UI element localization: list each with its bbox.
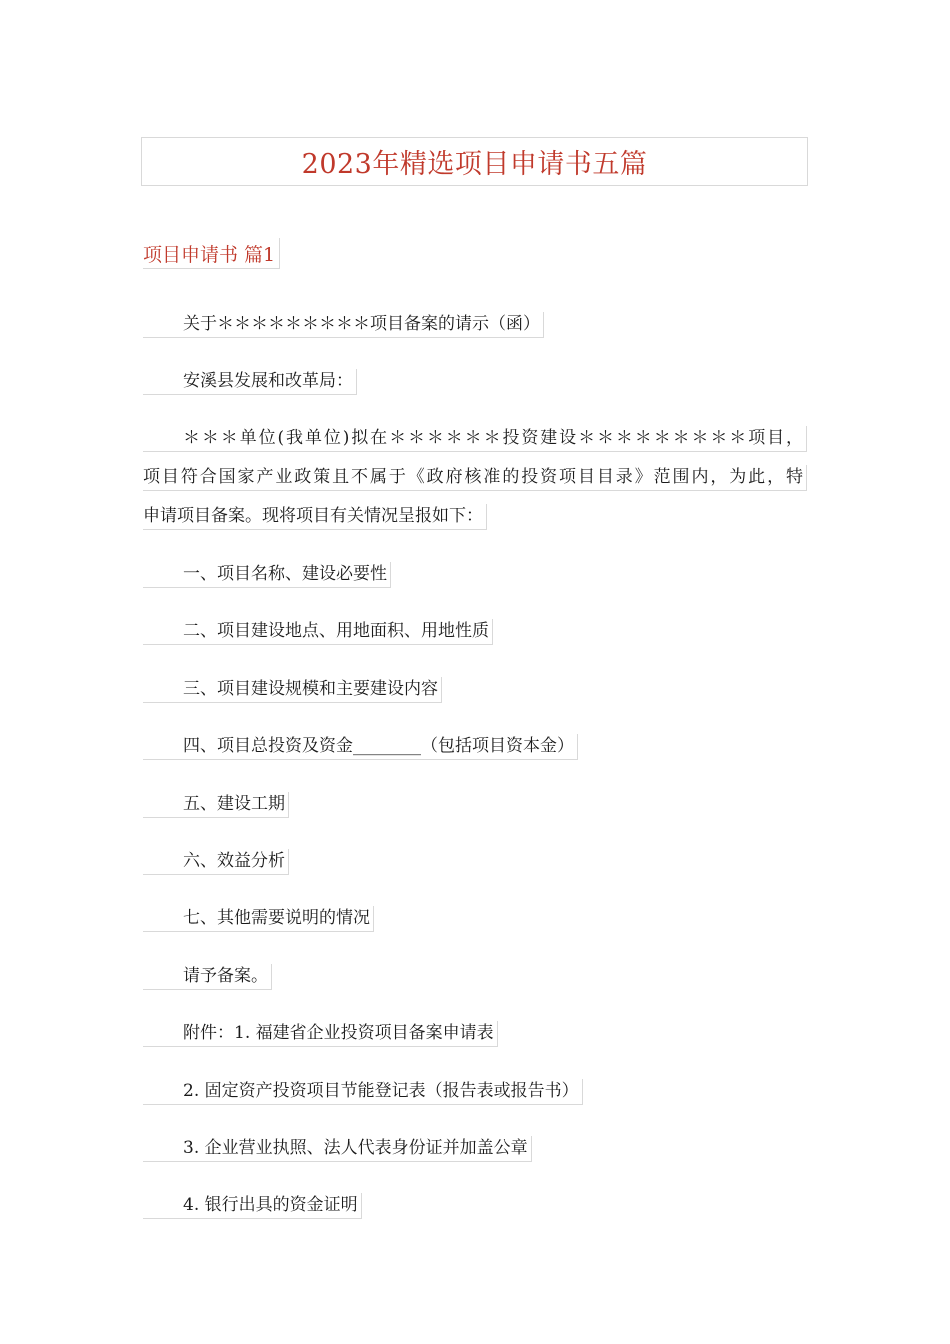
list-item-3: 三、项目建设规模和主要建设内容	[143, 677, 442, 703]
document-title: 2023年精选项目申请书五篇	[301, 149, 648, 180]
closing-line: 请予备案。	[143, 964, 272, 990]
list-item-7: 七、其他需要说明的情况	[143, 906, 374, 932]
attachment-item-2: 2. 固定资产投资项目节能登记表（报告表或报告书）	[143, 1079, 583, 1105]
list-item-5: 五、建设工期	[143, 792, 289, 818]
list-item-2: 二、项目建设地点、用地面积、用地性质	[143, 619, 493, 645]
body-paragraph-line-1: ＊＊＊单位(我单位)拟在＊＊＊＊＊＊投资建设＊＊＊＊＊＊＊＊＊项目，	[143, 426, 807, 452]
request-subject-line: 关于＊＊＊＊＊＊＊＊＊项目备案的请示（函）	[143, 312, 544, 338]
body-paragraph-line-2: 项目符合国家产业政策且不属于《政府核准的投资项目目录》范围内，为此，特	[143, 465, 807, 491]
addressee-line: 安溪县发展和改革局：	[143, 369, 357, 395]
attachment-item-1: 附件：1. 福建省企业投资项目备案申请表	[143, 1021, 498, 1047]
body-paragraph-line-3: 申请项目备案。现将项目有关情况呈报如下：	[143, 504, 487, 530]
list-item-1: 一、项目名称、建设必要性	[143, 562, 391, 588]
list-item-6: 六、效益分析	[143, 849, 289, 875]
attachment-item-4: 4. 银行出具的资金证明	[143, 1193, 362, 1219]
section-heading: 项目申请书 篇1	[143, 238, 280, 269]
title-box	[141, 137, 808, 186]
list-item-4: 四、项目总投资及资金________（包括项目资本金）	[143, 734, 578, 760]
attachment-item-3: 3. 企业营业执照、法人代表身份证并加盖公章	[143, 1136, 532, 1162]
